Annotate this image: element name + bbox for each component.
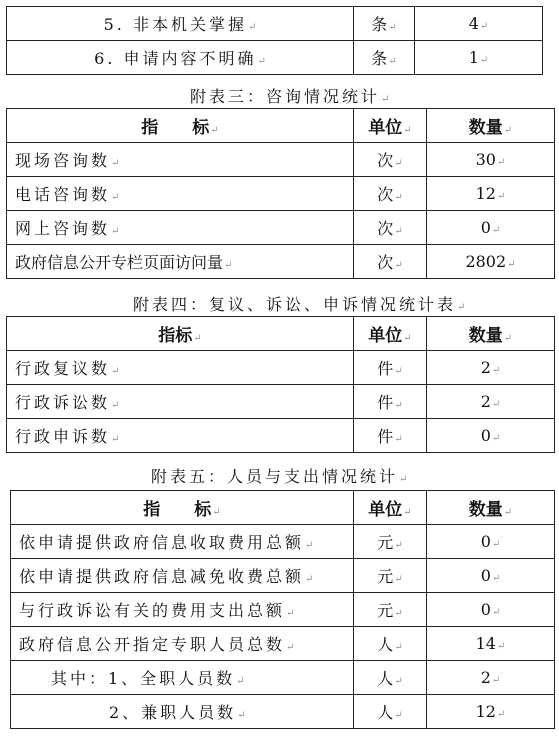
value-cell: 0↵ — [427, 559, 555, 593]
table5 — [10, 490, 555, 729]
header-unit: 单位↵ — [354, 491, 427, 525]
unit-cell: 条↵ — [354, 7, 415, 41]
table-header-row — [7, 109, 555, 143]
unit-cell: 条↵ — [354, 41, 415, 75]
unit-cell: 次↵ — [354, 211, 427, 245]
indicator-cell: 现场咨询数↵ — [7, 143, 354, 177]
table-row — [7, 385, 555, 419]
value-cell: 0↵ — [427, 593, 555, 627]
table-row — [11, 525, 555, 559]
value-cell: 30↵ — [427, 143, 555, 177]
value-cell: 0↵ — [427, 419, 555, 453]
table-row — [7, 177, 555, 211]
table-row — [7, 211, 555, 245]
table-row — [11, 627, 555, 661]
table5-caption: 附表五：人员与支出情况统计↵ — [151, 467, 408, 486]
header-count: 数量↵ — [427, 109, 555, 143]
table-row — [11, 695, 555, 729]
table-row — [11, 559, 555, 593]
header-indicator: 指 标↵ — [11, 491, 354, 525]
unit-cell: 人↵ — [354, 695, 427, 729]
table3 — [6, 108, 555, 279]
unit-cell: 元↵ — [354, 593, 427, 627]
unit-cell: 次↵ — [354, 143, 427, 177]
table-top — [6, 6, 543, 75]
indicator-cell: 网上咨询数↵ — [7, 211, 354, 245]
indicator-cell: 其中：1、全职人员数↵ — [11, 661, 354, 695]
indicator-cell: 与行政诉讼有关的费用支出总额↵ — [11, 593, 354, 627]
header-unit: 单位↵ — [354, 109, 427, 143]
indicator-cell: 电话咨询数↵ — [7, 177, 354, 211]
unit-cell: 次↵ — [354, 177, 427, 211]
header-indicator: 指标↵ — [7, 317, 354, 351]
value-cell: 14↵ — [427, 627, 555, 661]
unit-cell: 件↵ — [354, 385, 427, 419]
value-cell: 0↵ — [427, 211, 555, 245]
unit-cell: 次↵ — [354, 245, 427, 279]
indicator-cell: 行政复议数↵ — [7, 351, 354, 385]
value-cell: 0↵ — [427, 525, 555, 559]
table-row — [7, 41, 543, 75]
indicator-cell: 依申请提供政府信息收取费用总额↵ — [11, 525, 354, 559]
unit-cell: 件↵ — [354, 351, 427, 385]
unit-cell: 人↵ — [354, 627, 427, 661]
table-row — [7, 7, 543, 41]
value-cell: 4↵ — [415, 7, 543, 41]
table-header-row — [7, 317, 555, 351]
table4-caption: 附表四：复议、诉讼、申诉情况统计表↵ — [133, 295, 466, 314]
table-row — [7, 245, 555, 279]
header-count: 数量↵ — [427, 317, 555, 351]
table3-caption: 附表三：咨询情况统计↵ — [190, 87, 390, 106]
unit-cell: 元↵ — [354, 559, 427, 593]
table-row — [11, 661, 555, 695]
value-cell: 12↵ — [427, 695, 555, 729]
indicator-cell: 依申请提供政府信息减免收费总额↵ — [11, 559, 354, 593]
value-cell: 2↵ — [427, 351, 555, 385]
indicator-cell: 6. 申请内容不明确↵ — [7, 41, 354, 75]
indicator-cell: 政府信息公开专栏页面访问量↵ — [7, 245, 354, 279]
unit-cell: 件↵ — [354, 419, 427, 453]
unit-cell: 元↵ — [354, 525, 427, 559]
indicator-cell: 政府信息公开指定专职人员总数↵ — [11, 627, 354, 661]
table-row — [7, 143, 555, 177]
unit-cell: 人↵ — [354, 661, 427, 695]
indicator-cell: 行政诉讼数↵ — [7, 385, 354, 419]
table4 — [6, 316, 555, 453]
header-count: 数量↵ — [427, 491, 555, 525]
table-row — [7, 351, 555, 385]
header-unit: 单位↵ — [354, 317, 427, 351]
header-indicator: 指 标↵ — [7, 109, 354, 143]
value-cell: 1↵ — [415, 41, 543, 75]
table-header-row — [11, 491, 555, 525]
value-cell: 2↵ — [427, 661, 555, 695]
indicator-cell: 行政申诉数↵ — [7, 419, 354, 453]
indicator-cell: 5. 非本机关掌握↵ — [7, 7, 354, 41]
table-row — [7, 419, 555, 453]
indicator-cell: 2、兼职人员数↵ — [11, 695, 354, 729]
value-cell: 12↵ — [427, 177, 555, 211]
table-row — [11, 593, 555, 627]
value-cell: 2↵ — [427, 385, 555, 419]
value-cell: 2802↵ — [427, 245, 555, 279]
